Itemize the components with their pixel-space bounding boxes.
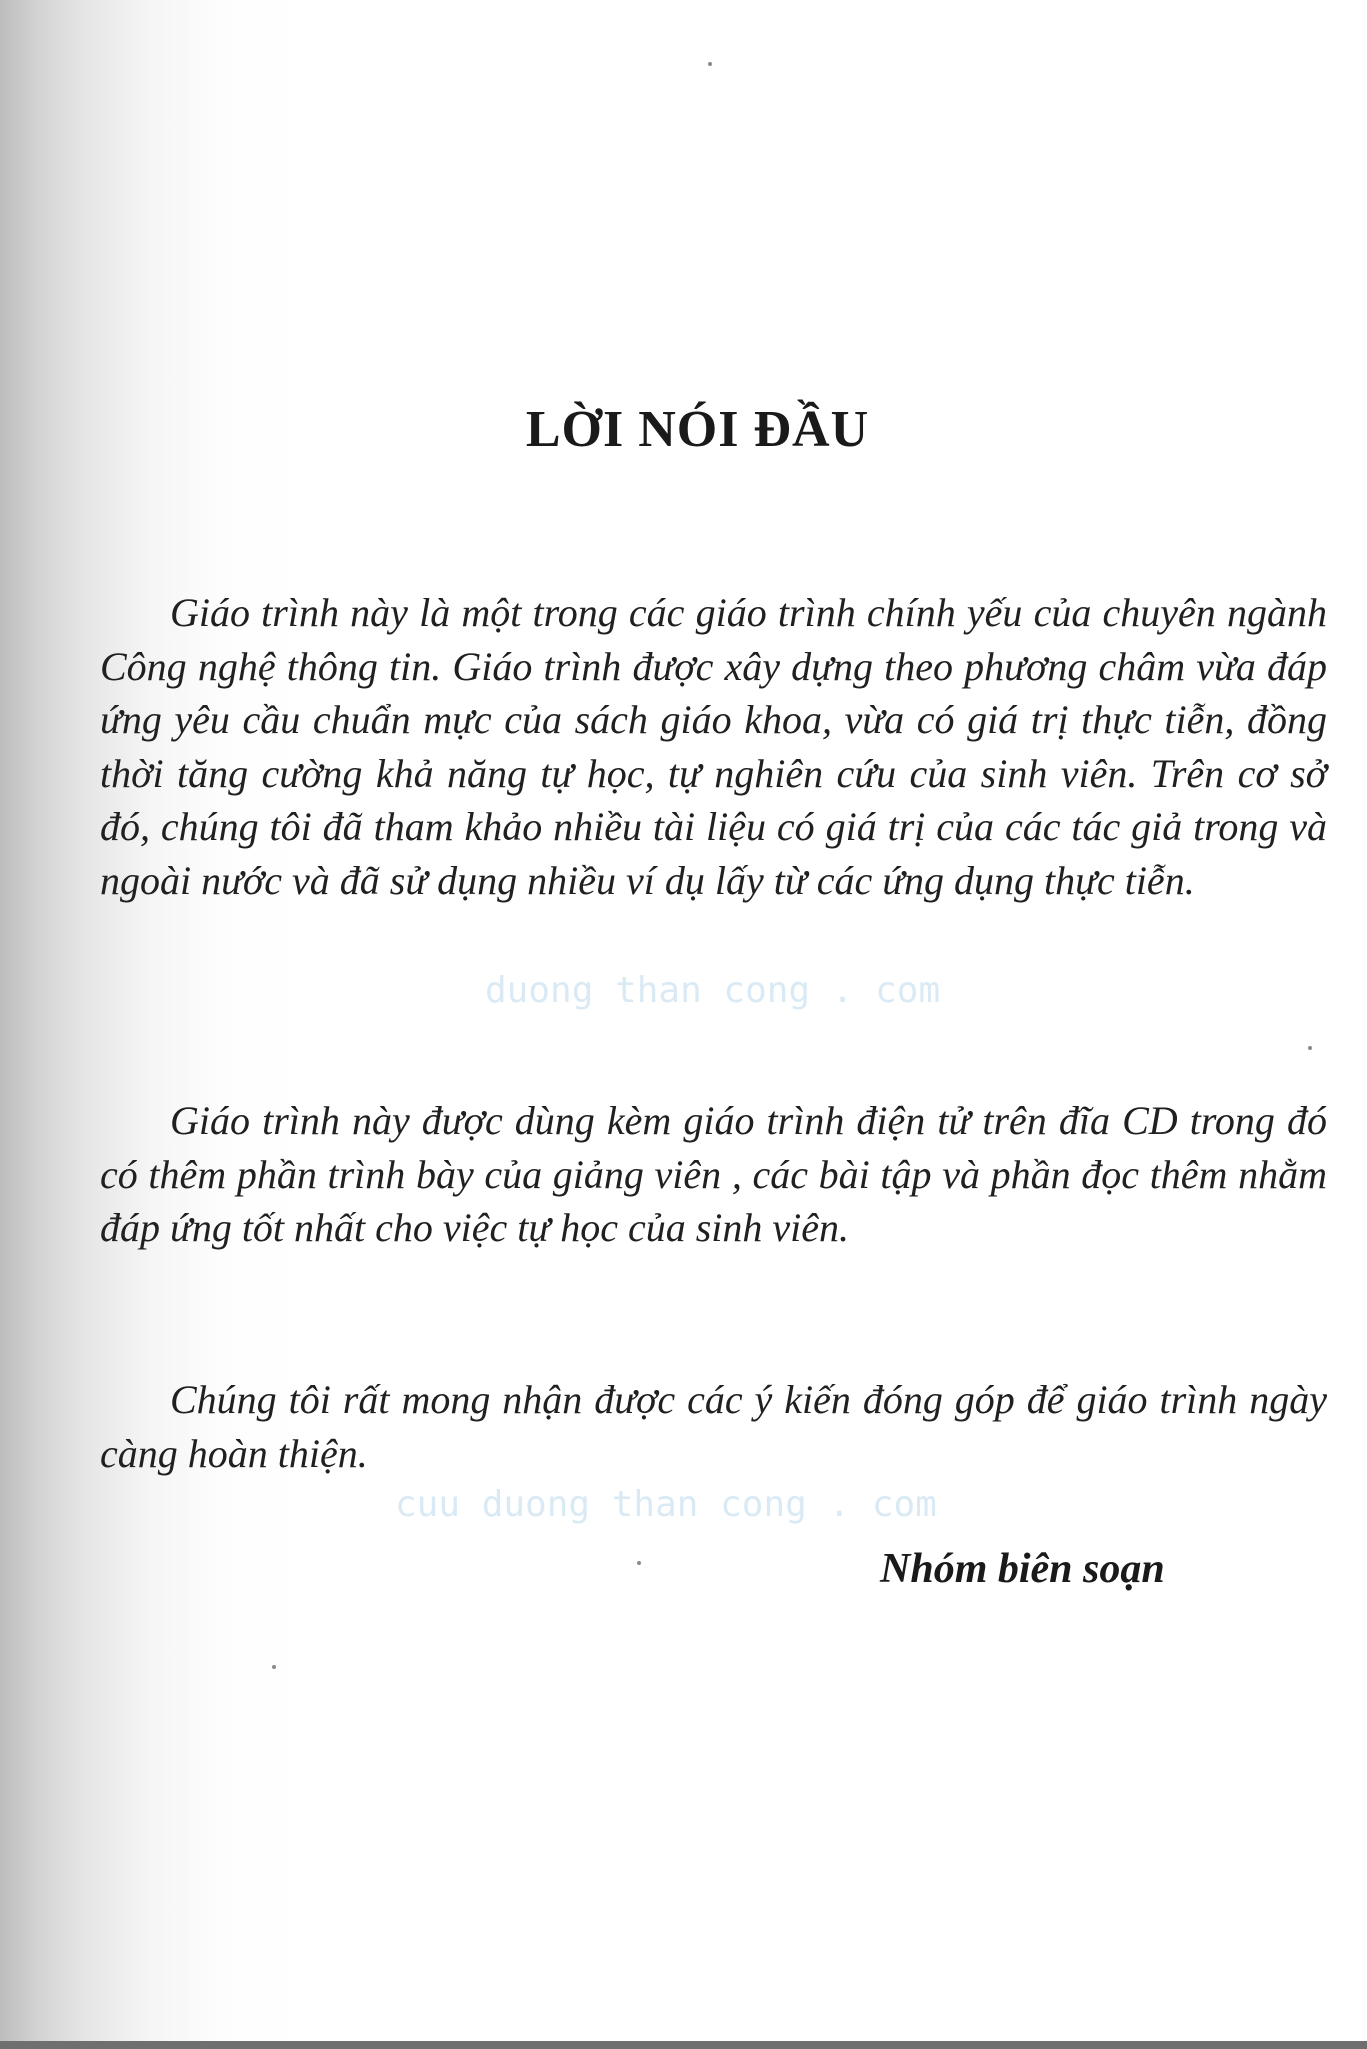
watermark-text: duong than cong . com xyxy=(485,970,941,1011)
page-bottom-edge xyxy=(0,2041,1367,2049)
author-signature: Nhóm biên soạn xyxy=(880,1546,1165,1592)
scan-speck xyxy=(1308,1046,1312,1050)
page-title: LỜI NÓI ĐẦU xyxy=(525,401,870,458)
paragraph-introduction: Giáo trình này là một trong các giáo trình chính yếu của chuyên ngành Công nghệ thông tin. Giáo trình được xây dựng theo phương châm vừa đáp ứng yêu cầu chuẩn mực của sách giáo khoa, vừa có giá trị thực tiễn, đồng thời tăng cường khả năng tự học, tự nghiên cứu của sinh viên. Trên cơ sở đó, chúng tôi đã tham khảo nhiều tài liệu có giá trị của các tác giả trong và ngoài nước và đã sử dụng nhiều ví dụ lấy từ các ứng dụng thực tiễn. xyxy=(100,590,1327,903)
scan-speck xyxy=(708,62,712,66)
scan-speck xyxy=(637,1561,641,1565)
paragraph-cd-companion: Giáo trình này được dùng kèm giáo trình điện tử trên đĩa CD trong đó có thêm phần trình bày của giảng viên , các bài tập và phần đọc thêm nhằm đáp ứng tốt nhất cho việc tự học của sinh viên. xyxy=(100,1098,1327,1250)
paragraph-feedback-request: Chúng tôi rất mong nhận được các ý kiến đóng góp để giáo trình ngày càng hoàn thiện. xyxy=(100,1377,1327,1476)
watermark-text: cuu duong than cong . com xyxy=(395,1484,937,1525)
scan-speck xyxy=(272,1665,276,1669)
